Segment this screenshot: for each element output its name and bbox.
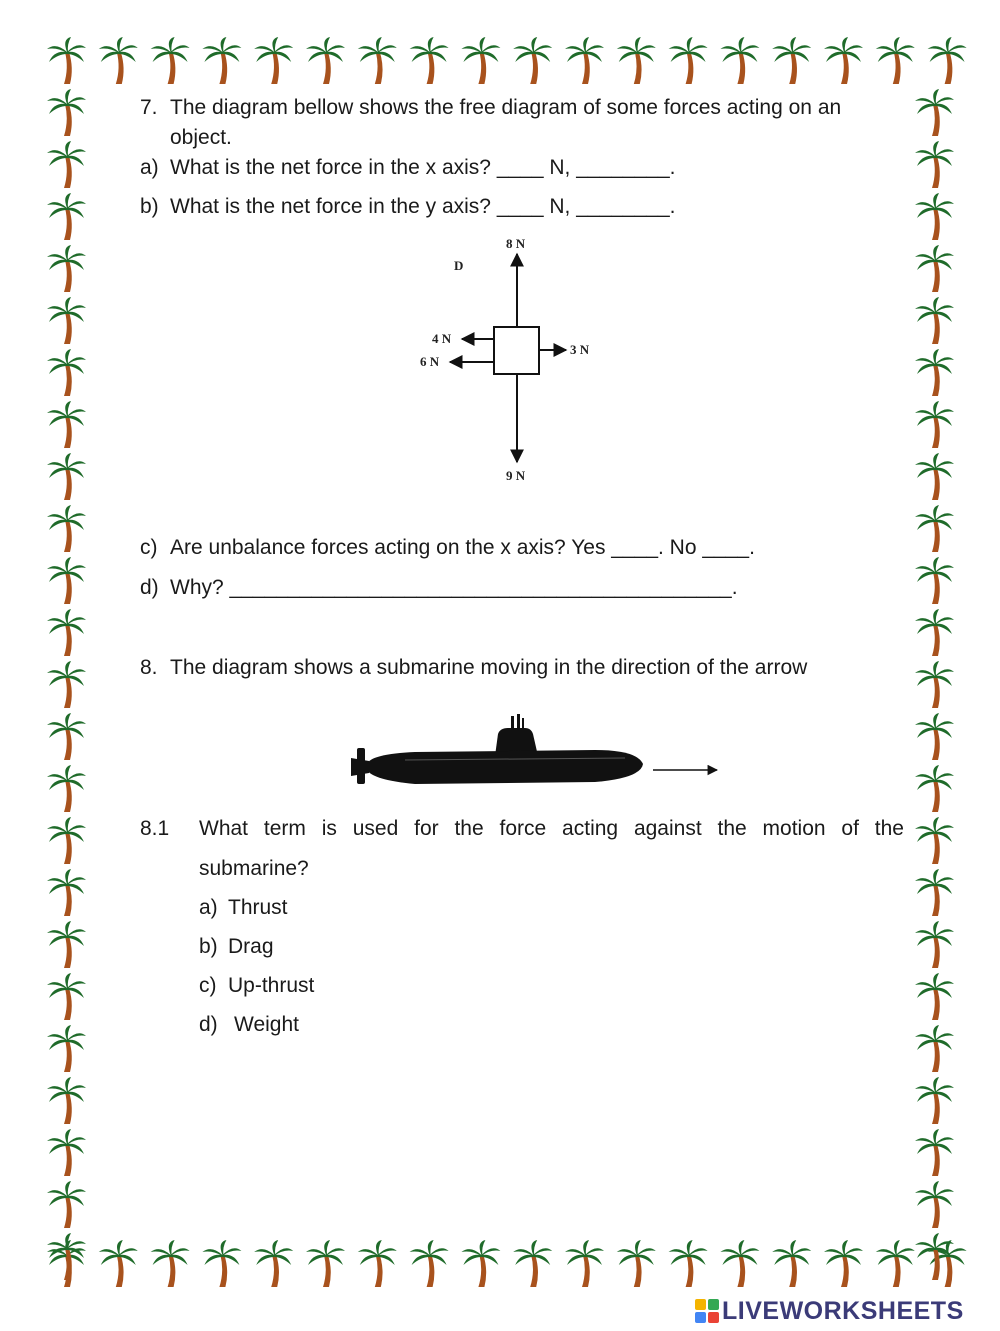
- palm-tree-icon: [669, 37, 708, 84]
- question-7d-label: d): [140, 576, 159, 599]
- palm-tree-icon: [915, 141, 954, 188]
- down-force-label: 9 N: [506, 468, 526, 483]
- palm-tree-icon: [915, 245, 954, 292]
- option-d-text: Weight: [234, 1013, 299, 1036]
- question-7b-text: What is the net force in the y axis? ____ N, ________.: [170, 195, 676, 218]
- palm-tree-icon: [565, 37, 604, 84]
- object-box: [494, 327, 539, 374]
- question-7a-text: What is the net force in the x axis? ____ N, ________.: [170, 156, 676, 179]
- submarine-hull: [367, 750, 643, 784]
- palm-tree-icon: [47, 193, 86, 240]
- palm-tree-icon: [928, 37, 967, 84]
- submarine-mast-2: [517, 714, 520, 730]
- palm-tree-icon: [915, 765, 954, 812]
- palm-tree-icon: [915, 89, 954, 136]
- palm-tree-icon: [47, 609, 86, 656]
- palm-tree-icon: [915, 453, 954, 500]
- question-7c-text: Are unbalance forces acting on the x axis? Yes ____. No ____.: [170, 536, 755, 559]
- palm-tree-icon: [47, 1025, 86, 1072]
- palm-tree-icon: [151, 1240, 190, 1287]
- palm-tree-icon: [915, 817, 954, 864]
- palm-tree-icon: [915, 557, 954, 604]
- palm-tree-icon: [47, 1181, 86, 1228]
- palm-tree-icon: [47, 557, 86, 604]
- palm-tree-icon: [410, 37, 449, 84]
- palm-tree-icon: [915, 193, 954, 240]
- palm-tree-icon: [47, 505, 86, 552]
- palm-tree-icon: [915, 505, 954, 552]
- palm-tree-icon: [47, 349, 86, 396]
- question-8-1-text-line2: submarine?: [199, 857, 309, 880]
- submarine-image: [345, 712, 725, 794]
- palm-tree-icon: [617, 1240, 656, 1287]
- palm-tree-icon: [915, 609, 954, 656]
- palm-tree-icon: [306, 37, 345, 84]
- palm-tree-icon: [720, 37, 759, 84]
- palm-tree-icon: [669, 1240, 708, 1287]
- question-8-1-text-line1: What term is used for the force acting against the motion of the: [199, 817, 904, 840]
- liveworksheets-footer[interactable]: [694, 1296, 964, 1326]
- palm-tree-icon: [915, 349, 954, 396]
- question-7-text-line2: object.: [170, 126, 232, 149]
- submarine-mast-1: [511, 716, 514, 730]
- palm-tree-icon: [151, 37, 190, 84]
- palm-tree-icon: [47, 37, 86, 84]
- question-8-1-number: 8.1: [140, 817, 170, 840]
- submarine-rudder: [357, 748, 365, 784]
- palm-tree-icon: [47, 817, 86, 864]
- palm-tree-icon: [202, 1240, 241, 1287]
- palm-tree-icon: [47, 973, 86, 1020]
- palm-tree-icon: [513, 37, 552, 84]
- option-c-text: Up-thrust: [228, 974, 315, 997]
- palm-tree-icon: [565, 1240, 604, 1287]
- option-b-label: b): [199, 935, 218, 958]
- palm-tree-icon: [47, 89, 86, 136]
- up-force-label: 8 N: [506, 236, 526, 251]
- question-8-number: 8.: [140, 656, 158, 679]
- question-7-number: 7.: [140, 96, 158, 119]
- palm-tree-icon: [876, 1240, 915, 1287]
- palm-tree-icon: [513, 1240, 552, 1287]
- palm-tree-icon: [358, 1240, 397, 1287]
- question-7d-text: Why? ___________________________________________.: [170, 576, 738, 599]
- palm-tree-icon: [915, 1025, 954, 1072]
- liveworksheets-brand-text: LIVEWORKSHEETS: [722, 1296, 964, 1325]
- palm-tree-icon: [824, 1240, 863, 1287]
- palm-tree-icon: [772, 37, 811, 84]
- question-7b-label: b): [140, 195, 159, 218]
- palm-tree-icon: [202, 37, 241, 84]
- liveworksheets-logo-icon: [694, 1298, 720, 1324]
- palm-tree-icon: [915, 921, 954, 968]
- palm-tree-icon: [47, 869, 86, 916]
- question-7-text-line1: The diagram bellow shows the free diagram of some forces acting on an: [170, 96, 842, 119]
- palm-tree-icon: [915, 401, 954, 448]
- right-force-label: 3 N: [570, 342, 590, 357]
- palm-tree-icon: [720, 1240, 759, 1287]
- diagram-title: D: [454, 258, 464, 273]
- palm-tree-icon: [915, 1077, 954, 1124]
- palm-tree-icon: [47, 661, 86, 708]
- palm-tree-icon: [99, 1240, 138, 1287]
- palm-tree-icon: [47, 1077, 86, 1124]
- palm-tree-icon: [915, 973, 954, 1020]
- palm-tree-icon: [47, 141, 86, 188]
- palm-tree-icon: [461, 37, 500, 84]
- palm-tree-icon: [47, 453, 86, 500]
- palm-tree-icon: [915, 869, 954, 916]
- palm-tree-icon: [99, 37, 138, 84]
- question-7a-label: a): [140, 156, 159, 179]
- palm-tree-icon: [461, 1240, 500, 1287]
- option-b-text: Drag: [228, 935, 274, 958]
- palm-tree-icon: [915, 1181, 954, 1228]
- palm-tree-icon: [915, 713, 954, 760]
- palm-tree-icon: [254, 37, 293, 84]
- left-force-1-label: 4 N: [432, 331, 452, 346]
- palm-tree-icon: [47, 713, 86, 760]
- free-body-diagram: [410, 230, 610, 490]
- palm-tree-icon: [358, 37, 397, 84]
- palm-tree-icon: [47, 1129, 86, 1176]
- palm-tree-icon: [47, 921, 86, 968]
- palm-tree-icon: [254, 1240, 293, 1287]
- palm-tree-icon: [47, 401, 86, 448]
- palm-tree-icon: [617, 37, 656, 84]
- option-a-label: a): [199, 896, 218, 919]
- palm-tree-icon: [410, 1240, 449, 1287]
- option-d-label: d): [199, 1013, 218, 1036]
- option-a-text: Thrust: [228, 896, 288, 919]
- palm-tree-icon: [772, 1240, 811, 1287]
- palm-tree-icon: [47, 297, 86, 344]
- question-7c-label: c): [140, 536, 158, 559]
- palm-tree-icon: [47, 245, 86, 292]
- palm-tree-icon: [47, 765, 86, 812]
- question-8-text: The diagram shows a submarine moving in the direction of the arrow: [170, 656, 808, 679]
- palm-tree-icon: [824, 37, 863, 84]
- palm-tree-icon: [47, 1233, 86, 1280]
- option-c-label: c): [199, 974, 217, 997]
- left-force-2-label: 6 N: [420, 354, 440, 369]
- palm-tree-icon: [306, 1240, 345, 1287]
- palm-tree-icon: [915, 297, 954, 344]
- palm-tree-icon: [915, 661, 954, 708]
- palm-tree-icon: [876, 37, 915, 84]
- palm-tree-icon: [915, 1129, 954, 1176]
